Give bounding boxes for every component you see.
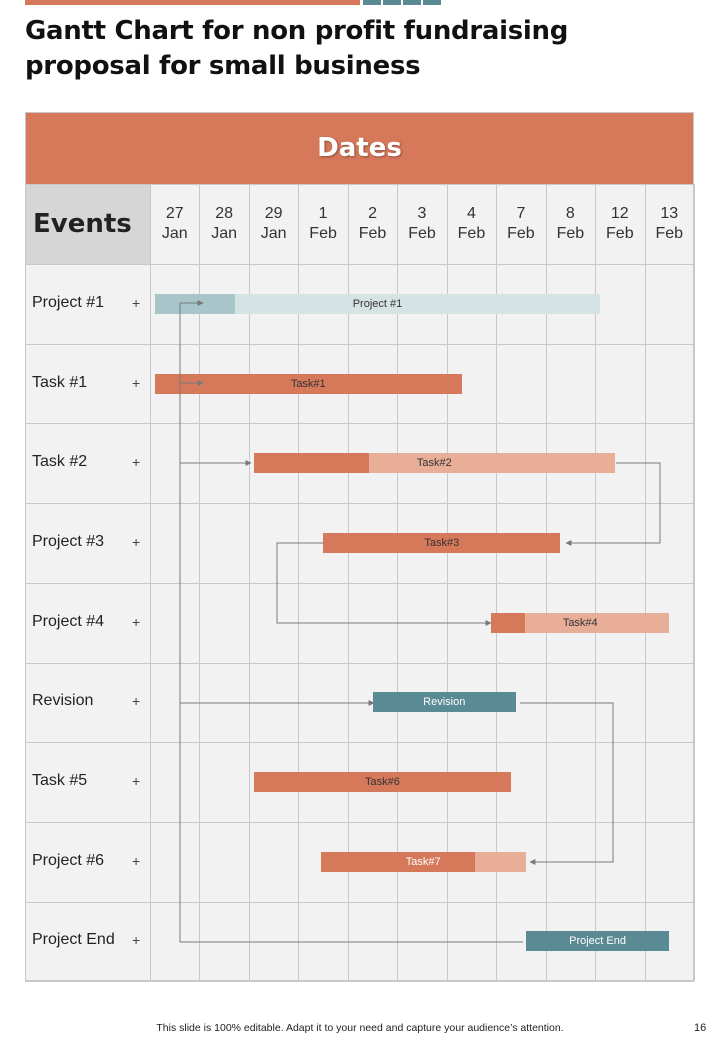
grid-hline [25,663,694,664]
event-label: Task #1 [32,373,88,391]
dates-header [25,112,694,184]
date-header [546,184,595,264]
gantt-bar-label: Task#7 [405,855,441,868]
top-accent-blocks [363,0,441,5]
date-header [496,184,545,264]
expand-row-button[interactable]: + [132,454,141,471]
event-label: Project End [32,931,115,949]
gantt-bar-label: Task#6 [364,776,400,789]
date-day: 8 [565,205,575,222]
date-month: Feb [507,225,535,242]
page-title: Gantt Chart for non profit fundraising proposal for small business [25,16,569,81]
gantt-bar-progress [155,294,235,314]
gantt-bar-label: Revision [423,696,466,709]
date-header [645,184,694,264]
expand-row-button[interactable]: + [132,294,141,311]
date-month: Feb [309,225,337,242]
date-header [397,184,446,264]
date-day: 1 [318,205,328,222]
page-number: 16 [694,1022,707,1034]
grid-hline [25,822,694,823]
gantt-bar[interactable] [254,453,615,473]
date-header [298,184,347,264]
gantt-bar-progress [254,453,370,473]
grid-hline [25,344,694,345]
event-label: Revision [32,692,94,710]
date-month: Jan [211,225,238,242]
gantt-bar[interactable] [254,772,511,792]
top-accent-bar [25,0,360,5]
event-label: Project #4 [32,612,105,630]
gantt-bar[interactable] [491,613,669,633]
gantt-bar[interactable] [155,374,462,394]
date-day: 13 [660,205,679,222]
date-header [348,184,397,264]
gantt-bar[interactable] [323,533,560,553]
event-label: Task #5 [32,772,88,790]
date-day: 3 [417,205,427,222]
expand-row-button[interactable]: + [132,932,141,949]
date-day: 12 [610,205,629,222]
date-month: Feb [408,225,436,242]
date-month: Feb [655,225,684,242]
gantt-bar[interactable] [321,852,526,872]
grid-hline [25,264,694,265]
grid-hline [25,583,694,584]
expand-row-button[interactable]: + [132,533,141,550]
events-header-label: Events [33,209,132,239]
gantt-bar[interactable] [155,294,600,314]
gantt-bar[interactable] [373,692,516,712]
event-label: Project #1 [32,293,105,311]
expand-row-button[interactable]: + [132,374,141,391]
date-day: 7 [516,205,526,222]
date-month: Feb [606,225,634,242]
expand-row-button[interactable]: + [132,773,141,790]
gantt-bar-label: Task#1 [290,377,326,390]
date-month: Feb [457,225,486,242]
date-day: 2 [368,205,377,222]
date-day: 28 [215,205,234,222]
grid-hline [25,184,694,185]
date-month: Feb [556,225,585,242]
events-header [25,184,150,264]
expand-row-button[interactable]: + [132,693,141,710]
grid-vline [694,184,695,981]
date-day: 29 [264,205,283,222]
gantt-bar-label: Task#2 [416,457,452,470]
expand-row-button[interactable]: + [132,852,141,869]
footer-note: This slide is 100% editable. Adapt it to your need and capture your audience’s attention. [156,1022,564,1034]
date-month: Feb [358,225,387,242]
gantt-bar-label: Task#4 [562,616,598,629]
grid-hline [25,503,694,504]
gantt-bar-label: Task#3 [424,536,460,549]
expand-row-button[interactable]: + [132,613,141,630]
date-header [249,184,298,264]
gantt-bar-progress [491,613,525,633]
date-header [595,184,644,264]
event-label: Task #2 [32,453,88,471]
date-month: Jan [260,225,287,242]
grid-hline [25,902,694,903]
gantt-bar-label: Project End [569,935,626,948]
gantt-bar[interactable] [526,931,669,951]
grid-hline [25,981,694,982]
dates-header-label: Dates [317,133,402,163]
date-day: 4 [466,205,476,222]
gantt-bar-label: Project #1 [352,297,403,310]
date-day: 27 [165,205,184,222]
event-label: Project #3 [32,532,105,550]
date-header [199,184,248,264]
grid-hline [25,742,694,743]
event-label: Project #6 [32,851,105,869]
date-header [447,184,496,264]
date-month: Jan [161,225,188,242]
gantt-bar-progress [321,852,475,872]
date-header [150,184,199,264]
grid-hline [25,423,694,424]
